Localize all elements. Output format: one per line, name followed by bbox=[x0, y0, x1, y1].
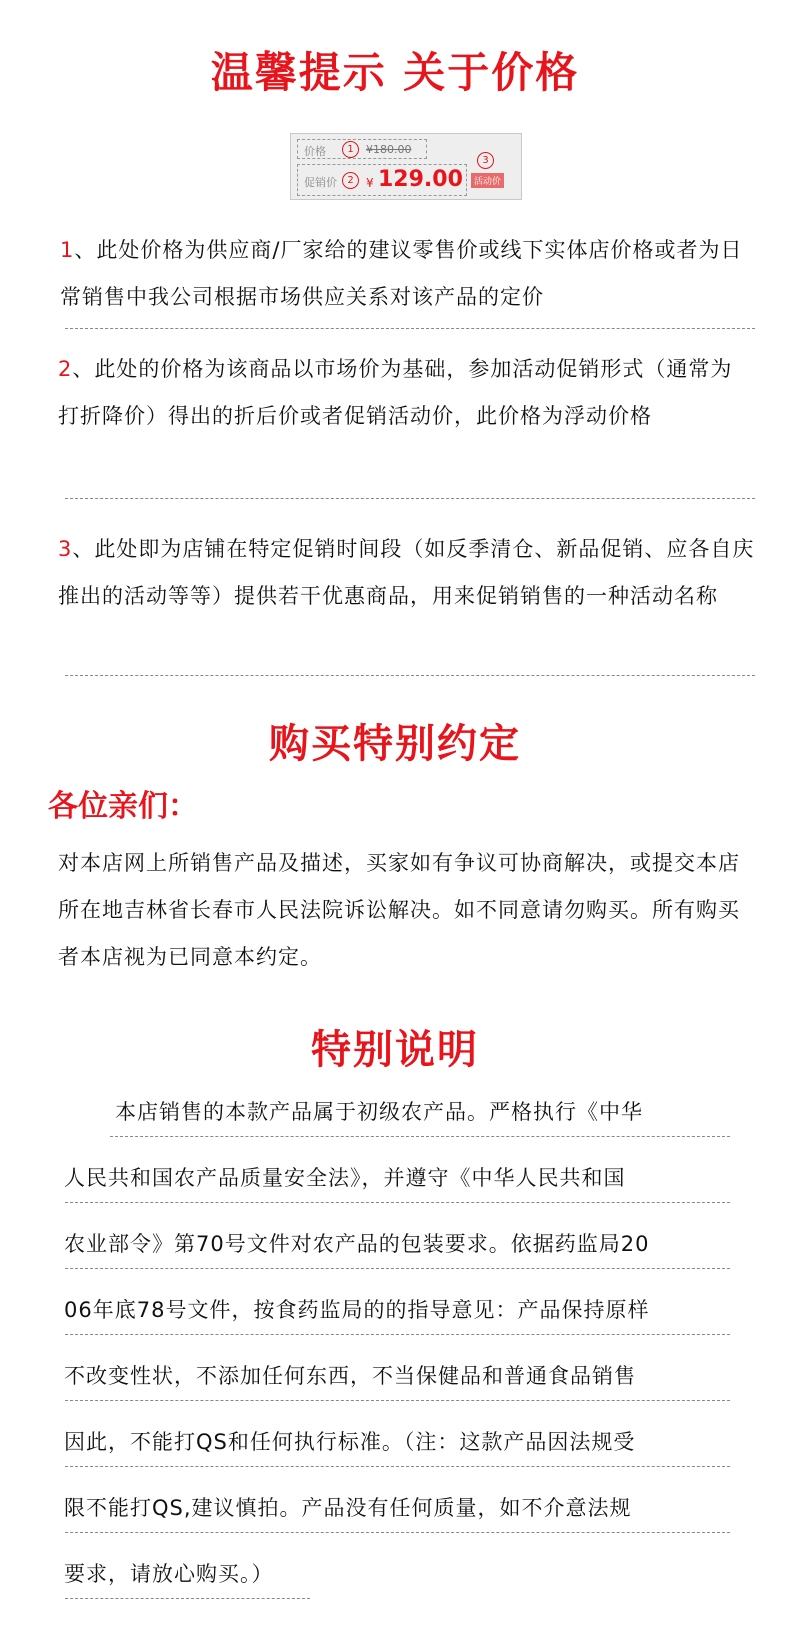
special-line: 要求，请放心购买。） bbox=[64, 1562, 274, 1586]
special-line: 06年底78号文件，按食药监局的的指导意见：产品保持原样 bbox=[64, 1298, 650, 1322]
divider bbox=[65, 1400, 730, 1401]
marker-2-icon: 2 bbox=[342, 172, 359, 189]
special-line: 人民共和国农产品质量安全法》，并遵守《中华人民共和国 bbox=[64, 1166, 626, 1190]
note-1 bbox=[60, 227, 760, 321]
divider bbox=[65, 1598, 310, 1599]
divider bbox=[65, 1466, 730, 1467]
promo-price-row bbox=[297, 164, 467, 196]
agreement-text: 对本店网上所销售产品及描述，买家如有争议可协商解决，或提交本店所在地吉林省长春市人民法院诉讼解决。如不同意请勿购买。所有购买者本店视为已同意本约定。 bbox=[58, 851, 740, 969]
activity-tag: 活动价 bbox=[471, 173, 504, 188]
special-line: 农业部令》第70号文件对农产品的包装要求。依据药监局20 bbox=[64, 1232, 650, 1256]
price-label: 价格 bbox=[304, 145, 326, 158]
divider bbox=[65, 1202, 730, 1203]
original-price-row bbox=[297, 139, 427, 159]
note-number: 1 bbox=[60, 238, 75, 262]
marker-3-icon: 3 bbox=[477, 152, 494, 169]
divider bbox=[65, 498, 755, 499]
marker-1-icon: 1 bbox=[342, 141, 359, 158]
greeting: 各位亲们： bbox=[48, 789, 198, 824]
divider bbox=[65, 1268, 730, 1269]
note-number: 2 bbox=[58, 357, 73, 381]
agreement-title: 购买特别约定 bbox=[269, 720, 521, 767]
divider bbox=[65, 328, 755, 329]
original-price: ¥180.00 bbox=[366, 143, 412, 156]
divider bbox=[110, 1136, 730, 1137]
note-2 bbox=[58, 346, 748, 440]
divider bbox=[65, 675, 755, 676]
divider bbox=[65, 1334, 730, 1335]
special-line: 因此，不能打QS和任何执行标准。（注：这款产品因法规受 bbox=[64, 1430, 636, 1454]
divider bbox=[65, 1532, 730, 1533]
special-notice-title: 特别说明 bbox=[311, 1026, 479, 1073]
currency-symbol: ¥ bbox=[366, 176, 374, 190]
note-text: 、此处即为店铺在特定促销时间段（如反季清仓、新品促销、应各自庆推出的活动等等）提供若干优惠商品，用来促销销售的一种活动名称 bbox=[58, 537, 755, 608]
promo-price: 129.00 bbox=[378, 167, 463, 192]
special-line: 本店销售的本款产品属于初级农产品。严格执行《中华 bbox=[115, 1100, 643, 1124]
note-text: 、此处的价格为该商品以市场价为基础，参加活动促销形式（通常为打折降价）得出的折后价或者促销活动价，此价格为浮动价格 bbox=[58, 357, 733, 428]
note-text: 、此处价格为供应商/厂家给的建议零售价或线下实体店价格或者为日常销售中我公司根据市场供应关系对该产品的定价 bbox=[60, 238, 743, 309]
note-3 bbox=[58, 526, 758, 620]
special-line: 限不能打QS,建议慎拍。产品没有任何质量，如不介意法规 bbox=[64, 1496, 632, 1520]
special-line: 不改变性状，不添加任何东西，不当保健品和普通食品销售 bbox=[64, 1364, 636, 1388]
note-number: 3 bbox=[58, 537, 73, 561]
promo-label: 促销价 bbox=[304, 176, 337, 189]
price-example-image bbox=[290, 133, 522, 200]
price-notice-title: 温馨提示 关于价格 bbox=[210, 48, 580, 97]
